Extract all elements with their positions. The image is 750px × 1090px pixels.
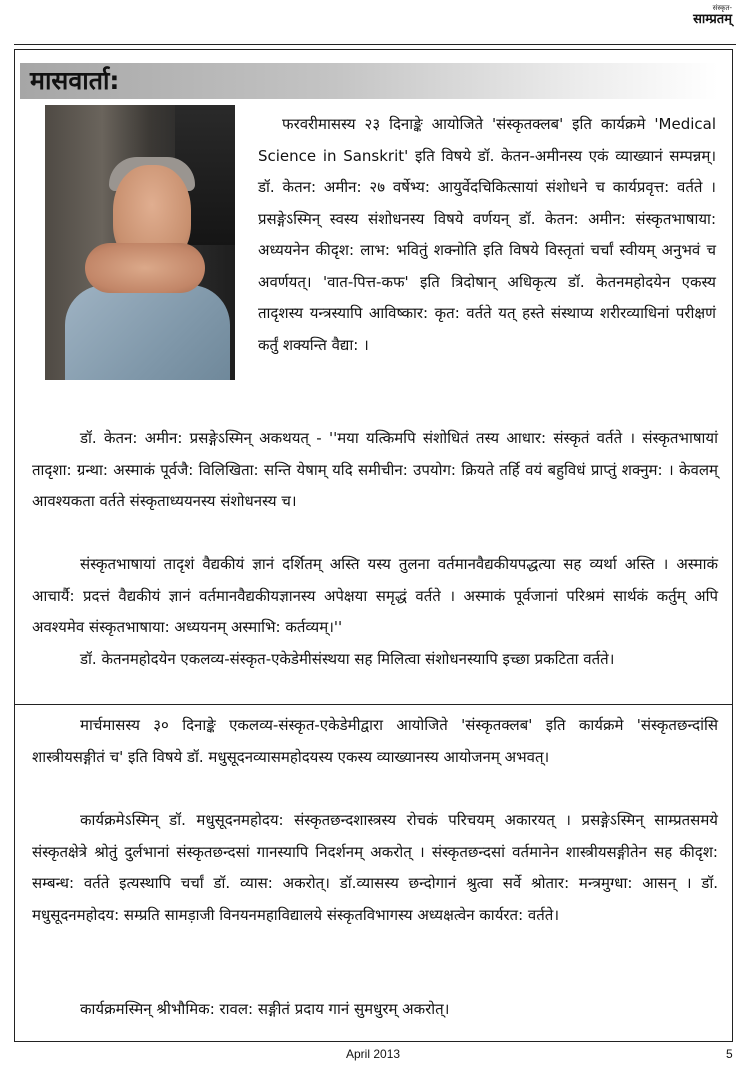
article-separator xyxy=(14,704,733,705)
top-rule xyxy=(14,44,736,45)
masthead-title: साम्प्रतम् xyxy=(693,12,732,27)
article1-paragraph-2: डॉ. केतन: अमीन: प्रसङ्गेऽस्मिन् अकथयत् - ''मया यत्किमपि संशोधितं तस्य आधार: संस्कृतं वर्तते । संस्कृतभाषायां तादृशा: ग्रन्था: अस्माकं पूर्वजै: विलिखिता: सन्ति येषाम् यदि समीचीन: उपयोग: क्रियते तर्हि वयं बहुविधं प्राप्तुं शक्नुम: । केवलम् आवश्यकता वर्तते संस्कृताध्ययनस्य संशोधनस्य च। xyxy=(32,429,718,510)
photo-speaker-shirt xyxy=(65,285,230,380)
section-heading: मासवार्ता: xyxy=(30,66,120,95)
article2-paragraph-2: कार्यक्रमेऽस्मिन् डॉ. मधुसूदनमहोदय: संस्कृतछन्दशास्त्रस्य रोचकं परिचयम् अकारयत् । प्रसङ्गेऽस्मिन् साम्प्रतसमये संस्कृतक्षेत्रे श्रोतुं दुर्लभानां संस्कृतछन्दसां गानस्यापि निदर्शनम् अकरोत् । संस्कृतछन्दसां वर्तमानेन शास्त्रीयसङ्गीतेन सह कीदृश: सम्बन्ध: वर्तते इत्यस्थापि चर्चां डॉ. व्यास: अकरोत्। डॉ.व्यासस्य छन्दोगानं श्रुत्वा सर्वे श्रोतार: मन्त्रमुग्धा: आसन् । डॉ. मधुसूदनमहोदय: सम्प्रति सामड़ाजी विनयनमहाविद्यालये संस्कृतविभागस्य अध्यक्षत्वेन कार्यरत: वर्तते। xyxy=(32,811,718,924)
article2-paragraph-3: कार्यक्रमस्मिन् श्रीभौमिक: रावल: सङ्गीतं प्रदाय गानं सुमधुरम् अकरोत्। xyxy=(80,1000,450,1018)
speaker-photo xyxy=(45,105,235,380)
page-number: 5 xyxy=(726,1047,733,1061)
article1-paragraph-3: संस्कृतभाषायां तादृशं वैद्यकीयं ज्ञानं दर्शितम् अस्ति यस्य तुलना वर्तमानवैद्यकीयपद्धत्या सह व्यर्था अस्ति । अस्माकं आचार्यै: प्रदत्तं वैद्यकीयं ज्ञानं वर्तमानवैद्यकीयज्ञानस्य अपेक्षया समृद्धं वर्तते । अस्माकं पूर्वजानां परिश्रमं सार्थकं कर्तुम् अपि अवश्यमेव संस्कृतभाषाया: अध्ययनम् अस्माभि: कर्तव्यम्।'' xyxy=(32,555,718,636)
masthead-subtitle: संस्कृत- xyxy=(712,4,732,12)
footer-date: April 2013 xyxy=(346,1047,401,1061)
article2-paragraph-1: मार्चमासस्य ३० दिनाङ्के एकलव्य-संस्कृत-एकेडेमीद्वारा आयोजिते 'संस्कृतक्लब' इति कार्यक्रमे 'संस्कृतछन्दांसि शास्त्रीयसङ्गीतं च' इति विषये डॉ. मधुसूदनव्यासमहोदयस्य एकस्य व्याख्यानस्य आयोजनम् अभवत्। xyxy=(32,716,718,766)
masthead xyxy=(693,4,732,27)
article1-paragraph-4: डॉ. केतनमहोदयेन एकलव्य-संस्कृत-एकेडेमीसंस्थया सह मिलित्वा संशोधनस्यापि इच्छा प्रकटिता वर्तते। xyxy=(80,650,615,668)
photo-speaker-hands xyxy=(85,243,205,293)
article1-paragraph-1: फरवरीमासस्य २३ दिनाङ्के आयोजिते 'संस्कृतक्लब' इति कार्यक्रमे 'Medical Science in Sanskrit' इति विषये डॉ. केतन-अमीनस्य एकं व्याख्यानं सम्पन्नम्। डॉ. केतन: अमीन: २७ वर्षेभ्य: आयुर्वेदचिकित्सायां संशोधने च कार्यप्रवृत्त: वर्तते । प्रसङ्गेऽस्मिन् स्वस्य संशोधनस्य विषये वर्णयन् डॉ. केतन: अमीन: संस्कृतभाषाया: अध्ययनेन कीदृश: लाभ: भवितुं शक्नोति इति विषये विस्तृतां चर्चां स्वीयम् अनुभवं च अवर्णयत्। 'वात-पित्त-कफ' इति त्रिदोषान् अधिकृत्य डॉ. केतनमहोदयेन एकस्य तादृशस्य यन्त्रस्यापि आविष्कार: कृत: वर्तते यत् हस्ते संस्थाप्य शरीरव्याधिनां परीक्षणं कर्तुं शक्यन्ति वैद्या: । xyxy=(258,115,716,354)
section-heading-bar xyxy=(20,63,718,99)
